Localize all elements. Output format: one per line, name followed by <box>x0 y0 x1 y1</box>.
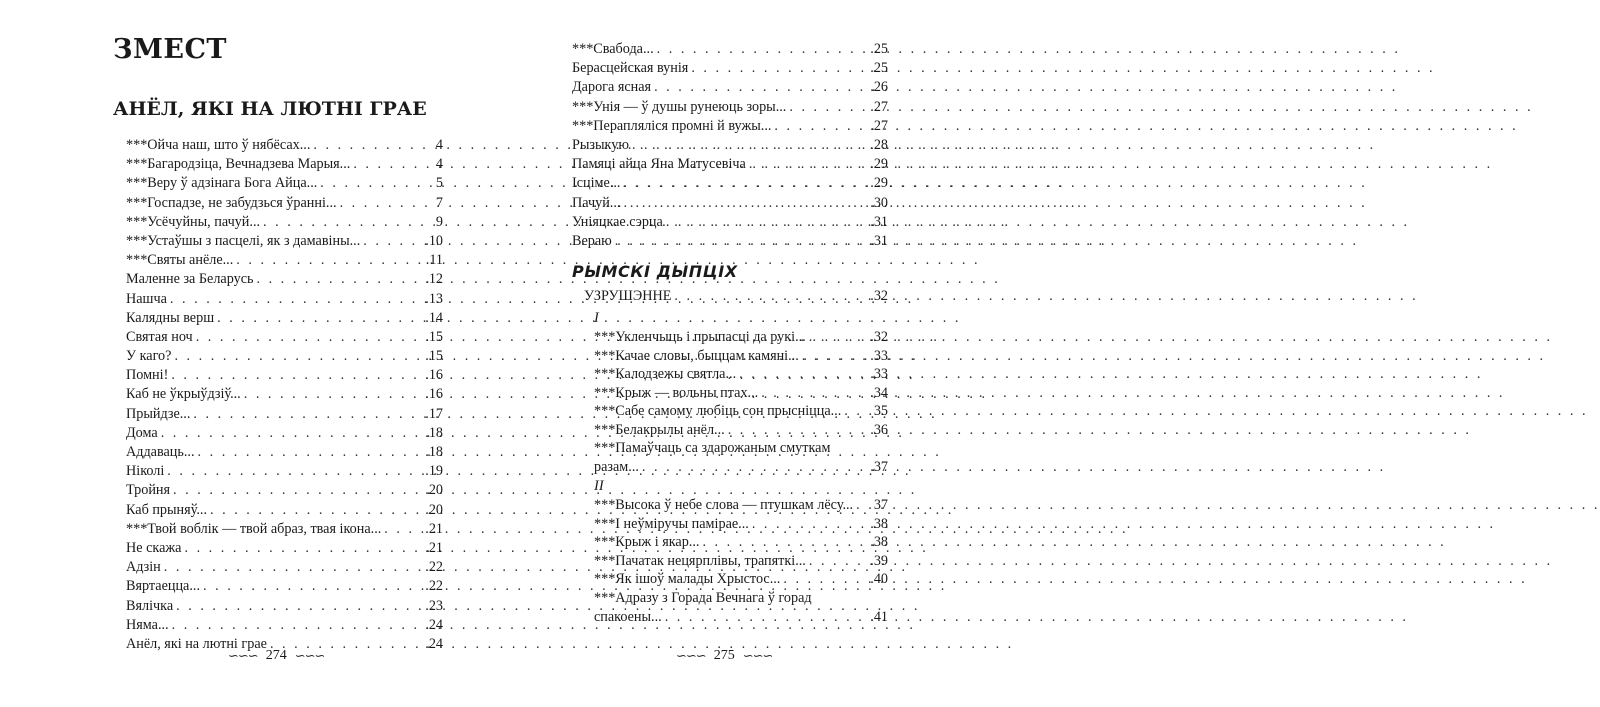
toc-entry[interactable] <box>126 463 443 482</box>
toc-entry[interactable] <box>126 502 443 521</box>
toc-entry[interactable] <box>126 271 443 290</box>
entry-page: .22 <box>425 559 443 576</box>
toc-entry[interactable] <box>126 137 443 156</box>
toc-part-1 <box>594 310 888 478</box>
entry-title: Дарога ясная <box>572 79 652 96</box>
entry-title: ***Крыж — вольны птах... <box>594 384 759 401</box>
entry-title: Тройня <box>126 482 171 499</box>
entry-page: .15 <box>425 348 443 365</box>
toc-entry[interactable] <box>126 348 443 367</box>
toc-list-right-top <box>572 41 888 252</box>
toc-entry[interactable] <box>584 288 888 307</box>
toc-entry[interactable] <box>572 137 888 156</box>
entry-page: .29 <box>870 156 888 173</box>
toc-entry[interactable] <box>126 367 443 386</box>
entry-page: .21 <box>425 539 443 556</box>
entry-title: Не скажа <box>126 539 182 556</box>
toc-entry[interactable] <box>126 214 443 233</box>
entry-title: Анёл, які на лютні грае <box>126 635 267 652</box>
entry-title: ***Укленчыць і прыпасці да рукі... <box>594 329 806 345</box>
entry-page: .31 <box>870 232 888 249</box>
section-title-diptych: РЫМСКІ ДЫПЦІХ <box>572 262 738 281</box>
entry-title: Вялічка <box>126 597 174 614</box>
entry-page: .27 <box>870 117 888 134</box>
entry-page: .38 <box>870 515 888 532</box>
toc-entry[interactable] <box>594 609 888 628</box>
entry-page: .30 <box>870 194 888 211</box>
entry-page: .16 <box>425 386 443 403</box>
entry-title: Уніяцкае сэрца <box>572 213 663 230</box>
toc-entry[interactable] <box>572 60 888 79</box>
section-title-angel: АНЁЛ, ЯКІ НА ЛЮТНІ ГРАЕ <box>113 98 427 120</box>
entry-title-line1: ***Памаўчаць са здарожаным смуткам <box>594 440 831 456</box>
toc-entry[interactable] <box>126 598 443 617</box>
entry-title: ***Качае словы, быццам камяні... <box>594 347 799 364</box>
toc-part-2 <box>594 478 888 627</box>
entry-page: 7 <box>435 194 443 211</box>
entry-title: Рызыкую <box>572 136 629 153</box>
entry-page: .37 <box>870 459 888 475</box>
entry-title: ***Ойча наш, што ў нябёсах... <box>126 137 311 153</box>
toc-entry[interactable] <box>594 385 888 404</box>
entry-page: .22 <box>425 578 443 595</box>
entry-page: .13 <box>425 290 443 307</box>
entry-page: .39 <box>870 552 888 569</box>
entry-page: 5 <box>435 175 443 192</box>
entry-title: Берасцейская вунія <box>572 60 689 77</box>
entry-page: .25 <box>870 41 888 57</box>
entry-page: .18 <box>425 444 443 460</box>
toc-entry[interactable] <box>126 617 443 636</box>
entry-title: ***Свабода... <box>572 41 654 57</box>
toc-entry[interactable] <box>572 99 888 118</box>
entry-title: Нашча <box>126 290 167 307</box>
entry-page: .14 <box>425 309 443 326</box>
entry-title: ***Твой воблік — твой абраз, твая ікона... <box>126 520 382 537</box>
entry-page: 35 <box>873 403 888 419</box>
toc-entry[interactable] <box>572 214 888 233</box>
toc-entry[interactable] <box>126 482 443 501</box>
toc-entry[interactable] <box>594 459 888 478</box>
page-number: 274 <box>265 648 287 663</box>
entry-title: ***Веру ў адзінага Бога Айца... <box>126 175 318 192</box>
entry-title: Пачуй... <box>572 194 621 211</box>
toc-entry[interactable] <box>126 310 443 329</box>
entry-title: ***Калодзежы святла... <box>594 366 737 382</box>
entry-title: разам... <box>594 459 639 475</box>
entry-title: ***І неўміручы памірае... <box>594 515 749 532</box>
toc-entry[interactable] <box>126 444 443 463</box>
entry-title: Каб не ўкрыўдзіў... <box>126 386 241 403</box>
entry-page: .31 <box>870 213 888 230</box>
entry-title: ***Высока ў небе слова — птушкам лёсу... <box>594 497 854 513</box>
toc-entry[interactable] <box>572 175 888 194</box>
entry-page: .27 <box>870 98 888 115</box>
entry-title: Аддаваць... <box>126 444 195 460</box>
entry-page: .25 <box>870 60 888 77</box>
part-label: ІІ <box>594 478 604 494</box>
toc-entry[interactable] <box>126 425 443 444</box>
toc-entry[interactable] <box>572 233 888 252</box>
entry-title: Калядны верш <box>126 309 215 326</box>
part-label: І <box>594 310 599 326</box>
toc-entry[interactable] <box>126 175 443 194</box>
toc-entry[interactable] <box>572 79 888 98</box>
entry-title: ***Перапляліся промні й вужы... <box>572 117 772 134</box>
page-footer-left <box>228 648 324 664</box>
entry-page: .18 <box>425 424 443 441</box>
entry-page: .15 <box>425 328 443 345</box>
entry-page: .40 <box>870 571 888 587</box>
toc-entry[interactable] <box>594 422 888 441</box>
entry-title: ***Устаўшы з пасцелі, як з дамавіны... <box>126 232 361 249</box>
entry-page: .20 <box>425 501 443 518</box>
entry-page: .32 <box>870 288 888 304</box>
toc-entry[interactable] <box>594 497 888 516</box>
entry-title: спакоены... <box>594 608 662 625</box>
entry-page: .41 <box>870 608 888 625</box>
entry-title: ***Святы анёле... <box>126 252 234 269</box>
entry-title: У каго? <box>126 348 172 365</box>
toc-list-left <box>126 137 443 655</box>
entry-title: Ніколі <box>126 463 165 480</box>
toc-entry[interactable] <box>126 291 443 310</box>
entry-page: 4 <box>435 137 443 153</box>
entry-title: Адзін <box>126 559 161 576</box>
page-footer-right <box>676 648 772 664</box>
entry-page: .38 <box>870 534 888 550</box>
toc-entry[interactable] <box>126 195 443 214</box>
entry-title: Ісціме... <box>572 175 621 192</box>
toc-entry[interactable] <box>572 41 888 60</box>
entry-title: Памяці айца Яна Матусевіча <box>572 156 746 173</box>
entry-title: Няма... <box>126 616 169 633</box>
entry-page: .29 <box>870 175 888 192</box>
entry-page: .36 <box>870 421 888 438</box>
toc-entry[interactable] <box>572 195 888 214</box>
entry-page: .23 <box>425 597 443 614</box>
toc-entry[interactable] <box>126 559 443 578</box>
toc-list-part-2 <box>594 497 888 590</box>
toc-entry[interactable] <box>594 534 888 553</box>
entry-title: Каб прыняў... <box>126 501 207 518</box>
entry-page: 4 <box>435 156 443 173</box>
entry-page: .26 <box>870 79 888 96</box>
entry-page: .17 <box>425 405 443 422</box>
entry-title: Маленне за Беларусь <box>126 271 254 288</box>
entry-page: .24 <box>425 635 443 652</box>
entry-title: Помні! <box>126 367 169 384</box>
entry-page: 37 <box>873 497 888 513</box>
toc-entry[interactable] <box>594 403 888 422</box>
toc-entry[interactable] <box>594 571 888 590</box>
entry-title: ***Пачатак нецярплівы, трапяткі... <box>594 552 806 569</box>
toc-entry[interactable] <box>572 118 888 137</box>
entry-page: 9 <box>435 213 443 230</box>
entry-page: .34 <box>870 384 888 401</box>
entry-title: ***Госпадзе, не забудзься ўранні... <box>126 194 337 211</box>
toc-entry[interactable] <box>126 406 443 425</box>
toc-entry[interactable] <box>126 386 443 405</box>
entry-page: .11 <box>425 252 443 269</box>
entry-page: .16 <box>425 367 443 384</box>
entry-title: Святая ноч <box>126 328 193 345</box>
ornament-icon: ∽∽∽ <box>228 648 258 663</box>
entry-title: УЗРУШЭННЕ <box>584 288 672 304</box>
toc-list-part-1 <box>594 329 888 440</box>
entry-page: .33 <box>870 347 888 364</box>
toc-entry[interactable] <box>126 156 443 175</box>
entry-page: .33 <box>870 366 888 382</box>
toc-entry[interactable] <box>594 516 888 535</box>
ornament-icon: ∽∽∽ <box>676 648 706 663</box>
entry-title: Дома <box>126 424 158 441</box>
toc-entry[interactable] <box>594 329 888 348</box>
entry-page: .24 <box>425 616 443 633</box>
entry-title-line1: ***Адразу з Горада Вечнага ў горад <box>594 589 812 606</box>
toc-entry[interactable] <box>594 366 888 385</box>
entry-page: .32 <box>870 329 888 345</box>
toc-entry[interactable] <box>126 540 443 559</box>
entry-title: Вераю <box>572 232 612 249</box>
entry-page: .19 <box>425 463 443 480</box>
entry-page: .21 <box>425 520 443 537</box>
entry-title: Прыйдзе... <box>126 405 191 422</box>
toc-subsection <box>584 288 888 307</box>
toc-entry[interactable] <box>126 578 443 597</box>
toc-entry[interactable] <box>126 233 443 252</box>
toc-entry[interactable] <box>126 329 443 348</box>
toc-entry[interactable] <box>594 348 888 367</box>
toc-entry[interactable] <box>126 252 443 271</box>
entry-title: ***Сабе самому любіць сон прысніцца... <box>594 403 842 419</box>
toc-entry[interactable] <box>594 553 888 572</box>
entry-page: .12 <box>425 271 443 288</box>
ornament-icon: ∽∽∽ <box>742 648 773 663</box>
entry-title: Вяртаецца... <box>126 578 200 595</box>
page-title: ЗМЕСТ <box>113 34 228 65</box>
entry-page: .28 <box>870 136 888 153</box>
entry-title: ***Унія — ў душы рунеюць зоры... <box>572 98 787 115</box>
entry-title: ***Багародзіца, Вечнадзева Марыя... <box>126 156 351 173</box>
entry-title: ***Усёчуйны, пачуй... <box>126 213 261 230</box>
toc-entry[interactable] <box>126 521 443 540</box>
entry-title: ***Белакрылы анёл... <box>594 421 725 438</box>
page-number: 275 <box>713 648 735 663</box>
entry-page: .10 <box>425 232 443 249</box>
ornament-icon: ∽∽∽ <box>294 648 325 663</box>
entry-page: .20 <box>425 482 443 499</box>
toc-entry[interactable] <box>572 156 888 175</box>
entry-title: ***Крыж і якар... <box>594 534 700 550</box>
entry-title: ***Як ішоў малады Хрыстос... <box>594 571 781 587</box>
